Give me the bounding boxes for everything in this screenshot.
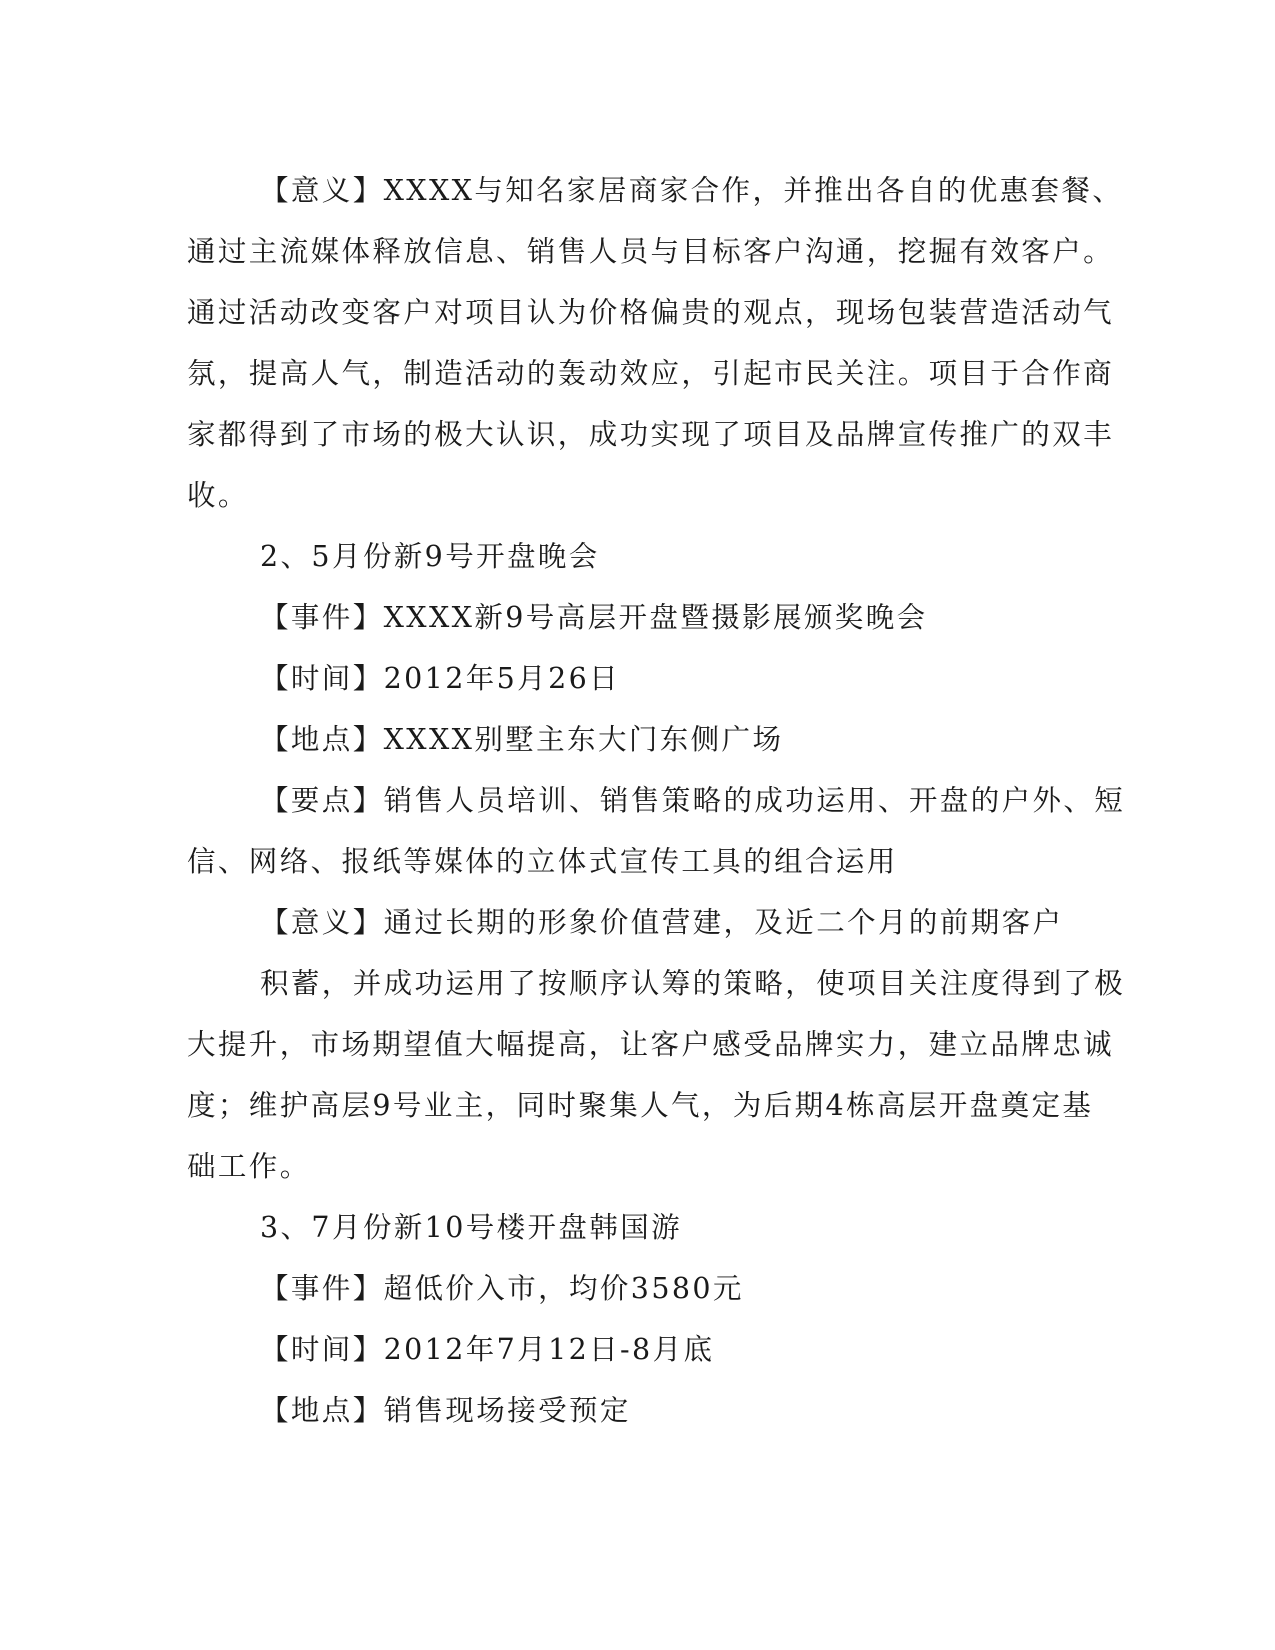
paragraph-significance-line-4: 氛，提高人气，制造活动的轰动效应，引起市民关注。项目于合作商 [187,357,1115,390]
location-line-july: 【地点】销售现场接受预定 [260,1394,631,1427]
key-points-line-1: 【要点】销售人员培训、销售策略的成功运用、开盘的户外、短 [260,784,1126,817]
significance-line-3: 大提升，市场期望值大幅提高，让客户感受品牌实力，建立品牌忠诚 [187,1028,1115,1061]
section-heading-july-opening: 3、7月份新10号楼开盘韩国游 [260,1211,683,1244]
paragraph-significance-line-1: 【意义】XXXX与知名家居商家合作，并推出各自的优惠套餐、 [260,174,1124,207]
paragraph-significance-line-6: 收。 [187,479,249,512]
paragraph-significance-line-5: 家都得到了市场的极大认识，成功实现了项目及品牌宣传推广的双丰 [187,418,1115,451]
event-line-july: 【事件】超低价入市，均价3580元 [260,1272,744,1305]
significance-line-5: 础工作。 [187,1150,311,1183]
time-line-july: 【时间】2012年7月12日-8月底 [260,1333,715,1366]
significance-line-1: 【意义】通过长期的形象价值营建，及近二个月的前期客户 [260,906,1064,939]
document-body [187,160,1126,1441]
location-line: 【地点】XXXX别墅主东大门东侧广场 [260,723,784,756]
significance-line-2: 积蓄，并成功运用了按顺序认筹的策略，使项目关注度得到了极 [260,967,1126,1000]
paragraph-significance-line-2: 通过主流媒体释放信息、销售人员与目标客户沟通，挖掘有效客户。 [187,235,1115,268]
section-heading-may-opening: 2、5月份新9号开盘晚会 [260,540,600,573]
paragraph-significance-line-3: 通过活动改变客户对项目认为价格偏贵的观点，现场包装营造活动气 [187,296,1115,329]
significance-line-4: 度；维护高层9号业主，同时聚集人气，为后期4栋高层开盘奠定基 [187,1089,1094,1122]
time-line: 【时间】2012年5月26日 [260,662,621,695]
event-line: 【事件】XXXX新9号高层开盘暨摄影展颁奖晚会 [260,601,928,634]
key-points-line-2: 信、网络、报纸等媒体的立体式宣传工具的组合运用 [187,845,898,878]
